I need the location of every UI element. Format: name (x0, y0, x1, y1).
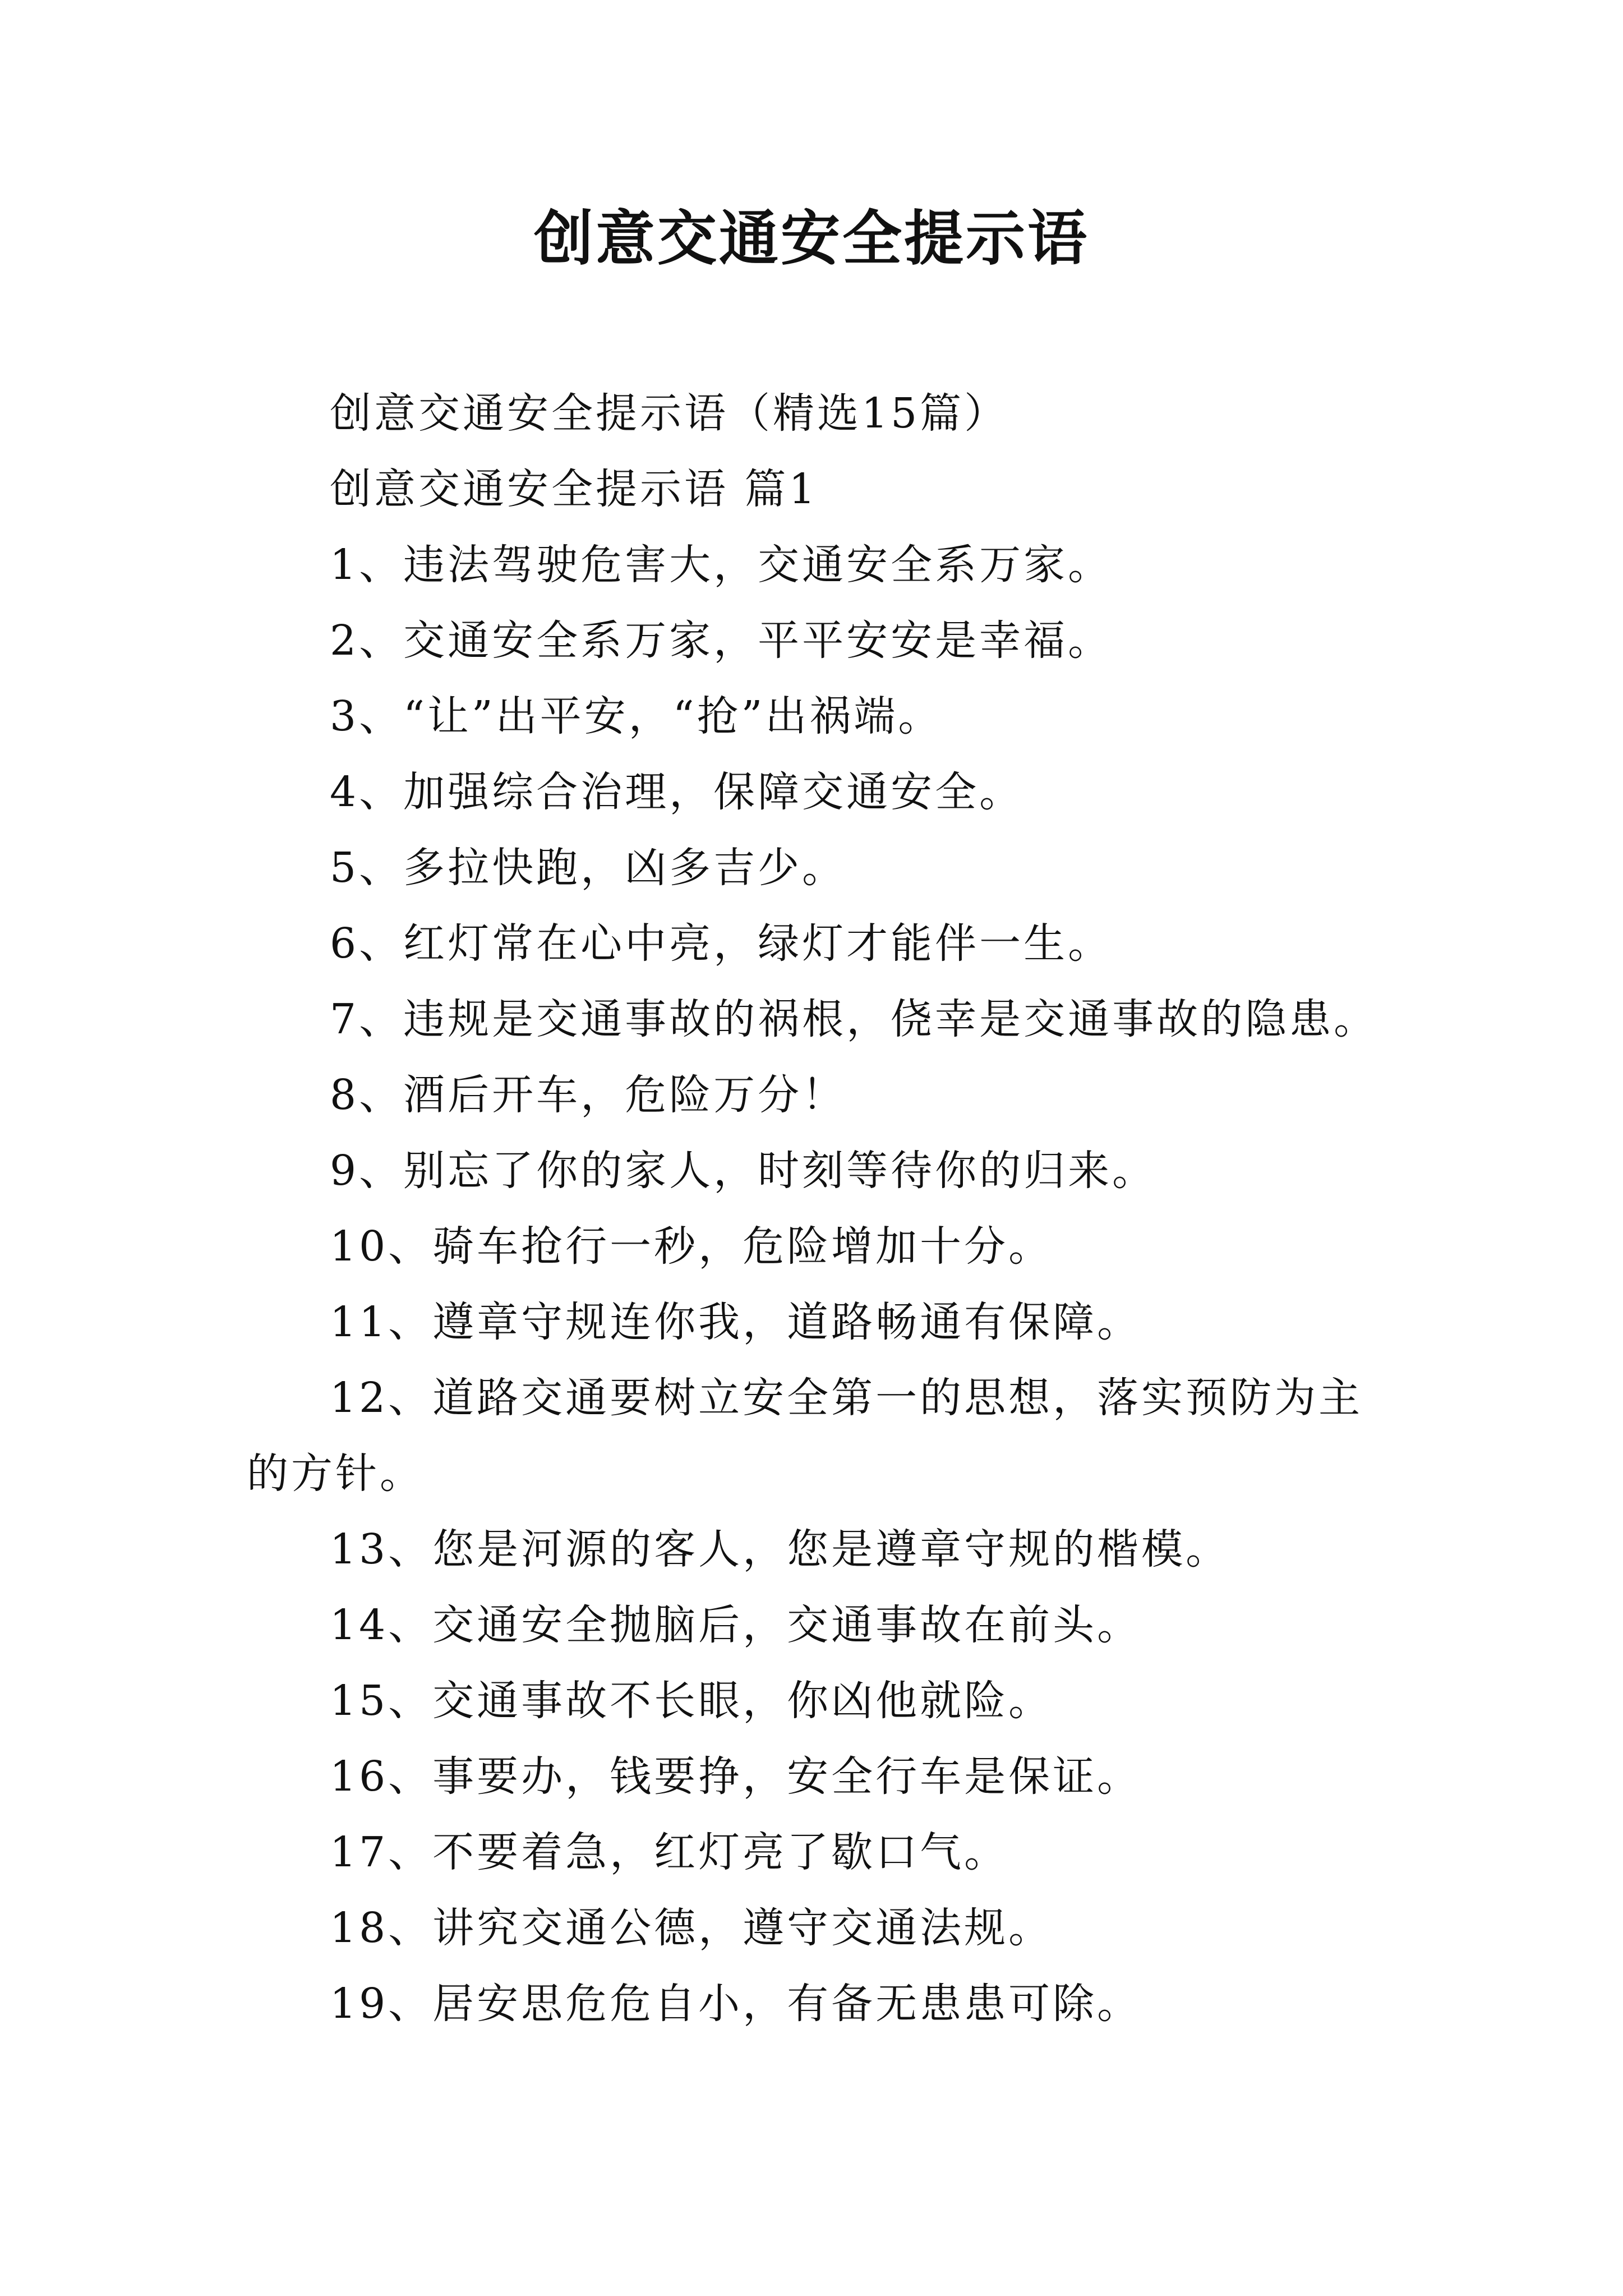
paragraph-item-11: 11、遵章守规连你我，道路畅通有保障。 (330, 1298, 1142, 1346)
paragraph-item-1: 1、违法驾驶危害大，交通安全系万家。 (330, 541, 1113, 589)
paragraph-item-16: 16、事要办，钱要挣，安全行车是保证。 (330, 1752, 1142, 1801)
paragraph-item-9: 9、别忘了你的家人，时刻等待你的归来。 (330, 1147, 1157, 1195)
paragraph-item-15: 15、交通事故不长眼，你凶他就险。 (330, 1677, 1053, 1725)
paragraph-item-3: 3、“让”出平安，“抢”出祸端。 (330, 692, 943, 740)
paragraph-item-14: 14、交通安全抛脑后，交通事故在前头。 (330, 1601, 1142, 1649)
paragraph-item-8: 8、酒后开车，危险万分！ (330, 1071, 847, 1119)
paragraph-section-heading: 创意交通安全提示语 篇1 (330, 465, 818, 513)
paragraph-item-6: 6、红灯常在心中亮，绿灯才能伴一生。 (330, 919, 1113, 968)
document-body (247, 376, 1380, 2042)
document-title: 创意交通安全提示语 (534, 203, 1089, 273)
paragraph-item-19: 19、居安思危危自小，有备无患患可除。 (330, 1980, 1142, 2028)
paragraph-item-7: 7、违规是交通事故的祸根，侥幸是交通事故的隐患。 (330, 995, 1378, 1043)
paragraph-item-18: 18、讲究交通公德，遵守交通法规。 (330, 1904, 1053, 1952)
paragraph-item-12: 12、道路交通要树立安全第一的思想，落实预防为主的方针。 (247, 1374, 1363, 1498)
paragraph-item-2: 2、交通安全系万家，平平安安是幸福。 (330, 616, 1113, 665)
paragraph-item-17: 17、不要着急，红灯亮了歇口气。 (330, 1828, 1009, 1876)
paragraph-subtitle: 创意交通安全提示语（精选15篇） (330, 389, 1009, 438)
paragraph-item-5: 5、多拉快跑，凶多吉少。 (330, 844, 847, 892)
paragraph-item-10: 10、骑车抢行一秒，危险增加十分。 (330, 1222, 1053, 1271)
paragraph-item-4: 4、加强综合治理，保障交通安全。 (330, 768, 1024, 816)
paragraph-item-13: 13、您是河源的客人，您是遵章守规的楷模。 (330, 1525, 1230, 1573)
